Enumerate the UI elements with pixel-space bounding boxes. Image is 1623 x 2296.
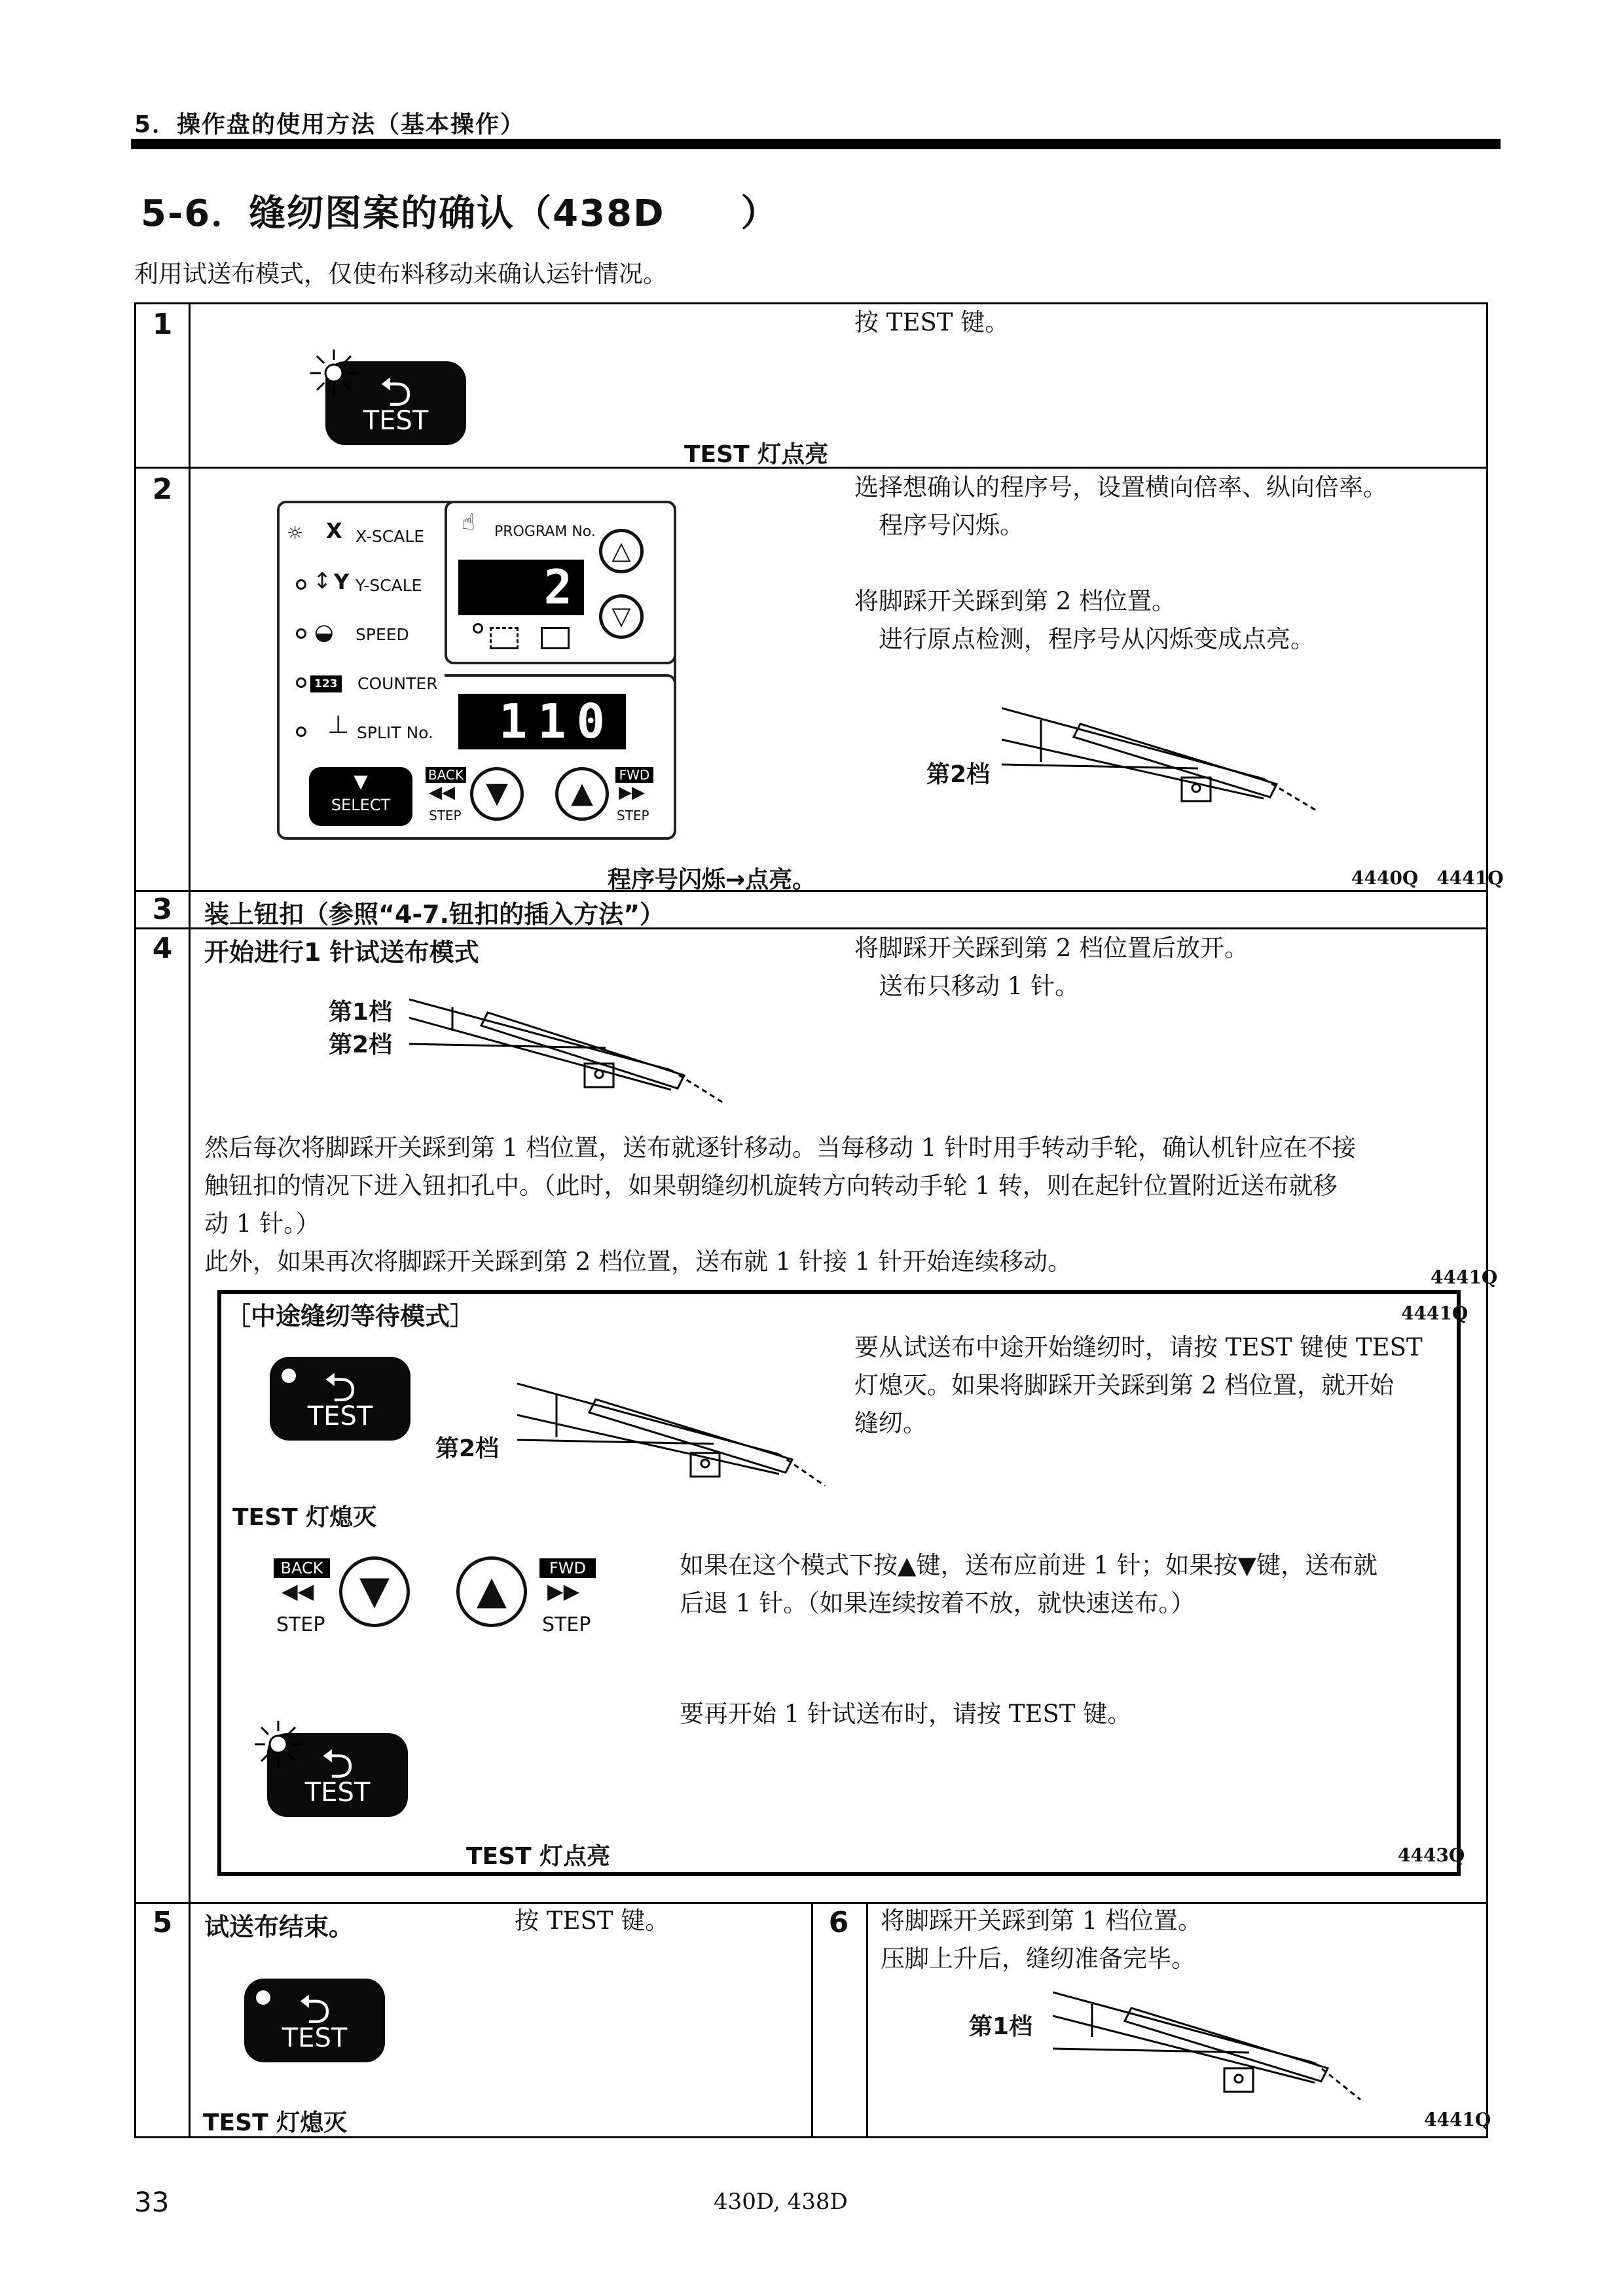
intro-text: 利用试送布模式，仅使布料移动来确认运针情况。 xyxy=(134,260,667,288)
split-icon: ⊥ xyxy=(327,710,350,739)
caption: TEST 灯熄灭 xyxy=(203,2109,348,2136)
program-up-button[interactable]: △ xyxy=(599,529,644,573)
step-line: 送布只移动 1 针。 xyxy=(854,972,1080,1000)
step-forward-button[interactable]: ▲ xyxy=(555,767,609,821)
split-lamp xyxy=(296,726,306,737)
step-number: 2 xyxy=(152,473,173,506)
foot-pedal-diagram xyxy=(1053,1990,1367,2121)
back-tag: BACK xyxy=(426,767,466,783)
pedal-position-label: 第2档 xyxy=(329,1031,393,1058)
select-label: SELECT xyxy=(331,796,391,814)
caption: TEST 灯点亮 xyxy=(684,441,829,468)
step-text xyxy=(854,469,1387,658)
return-icon: ⮌ xyxy=(323,1363,357,1411)
counter-lamp xyxy=(296,677,306,688)
body-line: 动 1 针。） xyxy=(204,1210,320,1238)
step-line xyxy=(854,545,1387,583)
step-label: STEP xyxy=(429,808,462,823)
step-line: 程序号闪烁。 xyxy=(854,511,1024,539)
fwd-tag: FWD xyxy=(539,1558,596,1578)
back-tag: BACK xyxy=(274,1558,330,1578)
model-names: 430D, 438D xyxy=(714,2189,848,2215)
table-border-right xyxy=(1486,302,1488,2138)
step-text: 按 TEST 键。 xyxy=(854,308,1010,336)
caption: 程序号闪烁→点亮。 xyxy=(608,867,816,893)
test-key-label: TEST xyxy=(307,1401,373,1431)
step-label: STEP xyxy=(542,1613,591,1636)
header-rule xyxy=(131,139,1501,149)
midway-text xyxy=(854,1329,1423,1443)
test-key-label: TEST xyxy=(304,1778,371,1808)
midway-text: 要再开始 1 针试送布时，请按 TEST 键。 xyxy=(680,1700,1132,1728)
step-number: 5 xyxy=(152,1906,173,1939)
midway-line: 如果在这个模式下按▲键，送布应前进 1 针；如果按▼键，送布就 xyxy=(680,1551,1377,1579)
step-label: STEP xyxy=(617,808,649,823)
test-key-label: TEST xyxy=(282,2023,348,2053)
foot-pedal-diagram xyxy=(1002,700,1329,838)
midway-text xyxy=(680,1547,1377,1623)
counter-label: COUNTER xyxy=(357,674,438,693)
clamp-closed-icon xyxy=(541,627,570,649)
figure-code: 4441Q xyxy=(1431,1266,1498,1288)
foot-pedal-diagram xyxy=(517,1381,831,1512)
table-border-top xyxy=(134,302,1488,304)
midway-line: 要从试送布中途开始缝纫时，请按 TEST 键使 TEST xyxy=(854,1333,1423,1361)
blink-icon: ☼ xyxy=(287,522,304,544)
section-header: 5．操作盘的使用方法（基本操作） xyxy=(134,111,526,138)
caption: TEST 灯熄灭 xyxy=(232,1504,377,1531)
forward-icon: ▶▶ xyxy=(619,783,645,802)
y-scale-lamp xyxy=(296,579,306,590)
step-text xyxy=(881,1902,1202,1978)
counter-display: 110 xyxy=(458,694,626,749)
page-title: 5-6．缝纫图案的确认（438D ） xyxy=(141,192,779,235)
step6-number-divider xyxy=(866,1902,868,2138)
speed-icon: ◒ xyxy=(314,619,334,645)
pedal-position-label: 第1档 xyxy=(329,999,393,1026)
step-text: 按 TEST 键。 xyxy=(515,1907,670,1935)
midway-line: 后退 1 针。（如果连续按着不放，就快速送布。） xyxy=(680,1589,1195,1617)
rewind-icon: ◀◀ xyxy=(429,783,455,802)
program-hand-icon: ☝ xyxy=(462,509,475,535)
page-number: 33 xyxy=(134,2186,170,2218)
body-line: 触钮扣的情况下进入钮扣孔中。（此时，如果朝缝纫机旋转方向转动手轮 1 转，则在起针位置附近送布就移 xyxy=(204,1172,1338,1200)
fwd-tag: FWD xyxy=(615,767,653,783)
program-no-label: PROGRAM No. xyxy=(494,524,596,540)
body-line: 然后每次将脚踩开关踩到第 1 档位置，送布就逐针移动。当每移动 1 针时用手转动手轮，确认机针应在不接 xyxy=(204,1134,1357,1162)
step-line: 将脚踩开关踩到第 2 档位置后放开。 xyxy=(854,934,1249,962)
speed-label: SPEED xyxy=(356,625,409,644)
step-line: 将脚踩开关踩到第 1 档位置。 xyxy=(881,1907,1203,1935)
step-text xyxy=(854,929,1249,1005)
lamp-blink-icon xyxy=(252,1718,304,1770)
step-back-button[interactable]: ▼ xyxy=(339,1556,410,1627)
step-number: 1 xyxy=(152,308,173,341)
y-arrow-icon: ↕ xyxy=(313,568,332,594)
forward-icon: ▶▶ xyxy=(547,1579,580,1604)
program-display: 2 xyxy=(458,560,584,615)
step-line: 选择想确认的程序号，设置横向倍率、纵向倍率。 xyxy=(854,473,1387,501)
step-label: STEP xyxy=(276,1613,325,1636)
figure-code: 4443Q xyxy=(1398,1844,1465,1866)
step-number: 6 xyxy=(828,1906,849,1939)
step-heading: 装上钮扣（参照“4-7.钮扣的插入方法”） xyxy=(204,900,665,929)
midway-title: ［中途缝纫等待模式］ xyxy=(226,1302,475,1331)
step-body xyxy=(204,1129,1356,1281)
step-line: 将脚踩开关踩到第 2 档位置。 xyxy=(854,587,1176,615)
body-line: 此外，如果再次将脚踩开关踩到第 2 档位置，送布就 1 针接 1 针开始连续移动。 xyxy=(204,1247,1072,1276)
step-heading: 开始进行1 针试送布模式 xyxy=(204,938,479,967)
select-arrow-icon: ▼ xyxy=(354,770,368,792)
test-key[interactable] xyxy=(270,1357,410,1441)
test-key-label: TEST xyxy=(363,406,429,436)
step-forward-button[interactable]: ▲ xyxy=(456,1556,527,1627)
midway-line: 缝纫。 xyxy=(854,1409,927,1437)
figure-code: 4441Q xyxy=(1424,2109,1491,2130)
pedal-position-label: 第2档 xyxy=(435,1435,500,1462)
pedal-position-label: 第2档 xyxy=(926,761,991,788)
midway-line: 灯熄灭。如果将脚踩开关踩到第 2 档位置，就开始 xyxy=(854,1371,1395,1399)
table-border-left xyxy=(134,302,136,2138)
x-scale-icon: X xyxy=(326,518,342,543)
clamp-open-icon xyxy=(490,627,519,649)
caption: TEST 灯点亮 xyxy=(466,1843,611,1870)
step-number: 4 xyxy=(152,932,173,965)
return-icon: ⮌ xyxy=(379,368,412,416)
select-button[interactable] xyxy=(309,767,412,826)
pedal-position-label: 第1档 xyxy=(969,2013,1033,2040)
return-icon: ⮌ xyxy=(321,1740,354,1787)
lamp-blink-icon xyxy=(308,347,360,399)
step-heading: 试送布结束。 xyxy=(204,1912,354,1941)
program-lamp xyxy=(473,623,483,634)
y-scale-icon: Y xyxy=(334,569,350,594)
step-back-button[interactable]: ▼ xyxy=(470,767,524,821)
step-line: 压脚上升后，缝纫准备完毕。 xyxy=(881,1945,1195,1973)
step-number: 3 xyxy=(152,893,173,926)
rewind-icon: ◀◀ xyxy=(282,1579,314,1604)
program-down-button[interactable]: ▽ xyxy=(599,594,644,639)
figure-codes: 4440Q 4441Q xyxy=(1351,867,1504,889)
step-line: 进行原点检测，程序号从闪烁变成点亮。 xyxy=(854,625,1315,653)
number-column-divider xyxy=(189,302,191,2138)
x-scale-label: X-SCALE xyxy=(356,527,425,546)
foot-pedal-diagram xyxy=(409,992,737,1122)
return-icon: ⮌ xyxy=(298,1985,331,2033)
figure-code: 4441Q xyxy=(1401,1302,1468,1324)
test-key[interactable] xyxy=(244,1979,385,2062)
speed-lamp xyxy=(296,628,306,639)
split-no-label: SPLIT No. xyxy=(357,723,433,742)
counter-icon: 123 xyxy=(310,675,342,692)
y-scale-label: Y-SCALE xyxy=(356,576,422,595)
